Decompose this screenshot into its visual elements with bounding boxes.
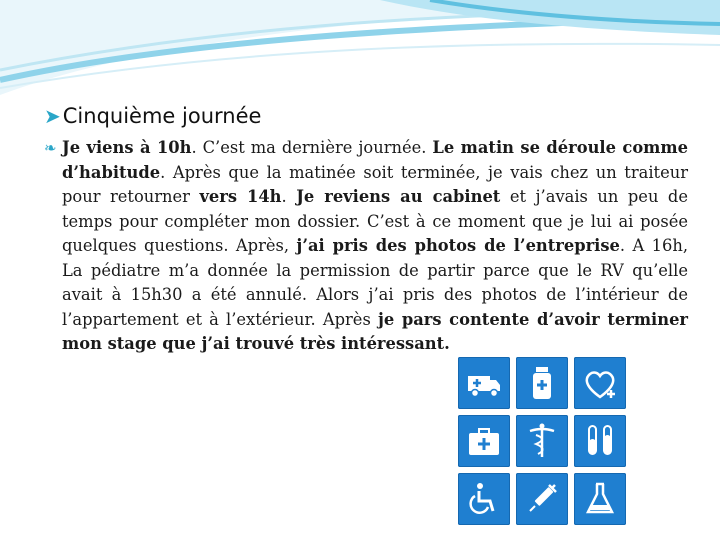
wheelchair-icon xyxy=(458,473,510,525)
paragraph-segment: Le matin se déroule comme d’habitude xyxy=(62,138,688,182)
paragraph-segment: . Après que la matinée soit terminée, je vais chez un traiteur pour retourner xyxy=(62,162,688,206)
first-aid-kit-icon xyxy=(458,415,510,467)
paragraph-segment: Je reviens au cabinet xyxy=(296,187,501,206)
paragraph-segment: . C’est ma dernière journée. xyxy=(191,138,433,157)
medical-icons-grid xyxy=(458,357,626,525)
caduceus-icon xyxy=(516,415,568,467)
paragraph-segment: Je viens à 10h xyxy=(62,138,192,157)
paragraph-segment: je pars contente d’avoir terminer mon stage que j’ai trouvé très intéressant. xyxy=(62,309,689,353)
syringe-icon xyxy=(516,473,568,525)
ambulance-icon xyxy=(458,357,510,409)
paragraph-segment: . A 16h, La pédiatre m’a donnée la permission de partir parce que le RV qu’elle avait à 15h30 a été annulé. Alors j’ai pris des photos de l’intérieur de l’appartement et à l’extérieur. Après xyxy=(62,236,688,329)
medicine-bottle-icon xyxy=(516,357,568,409)
paragraph-segment: . xyxy=(281,187,297,206)
paragraph-segment: vers 14h xyxy=(199,187,282,206)
header-decoration xyxy=(0,0,720,95)
paragraph-segment: j’ai pris des photos de l’entreprise xyxy=(296,236,620,255)
slide-title-row xyxy=(44,102,261,130)
body-paragraph xyxy=(44,136,688,357)
heart-plus-icon xyxy=(574,357,626,409)
arrow-bullet-icon: ➤ xyxy=(44,104,61,128)
test-tubes-icon xyxy=(574,415,626,467)
paragraph-segment: et j’avais un peu de temps pour compléter mon dossier. C’est à ce moment que je lui ai posée quelques questions. Après, xyxy=(62,187,688,255)
leaf-bullet-icon: ❧ xyxy=(44,139,57,157)
slide-title: Cinquième journée xyxy=(62,104,262,128)
flask-icon xyxy=(574,473,626,525)
